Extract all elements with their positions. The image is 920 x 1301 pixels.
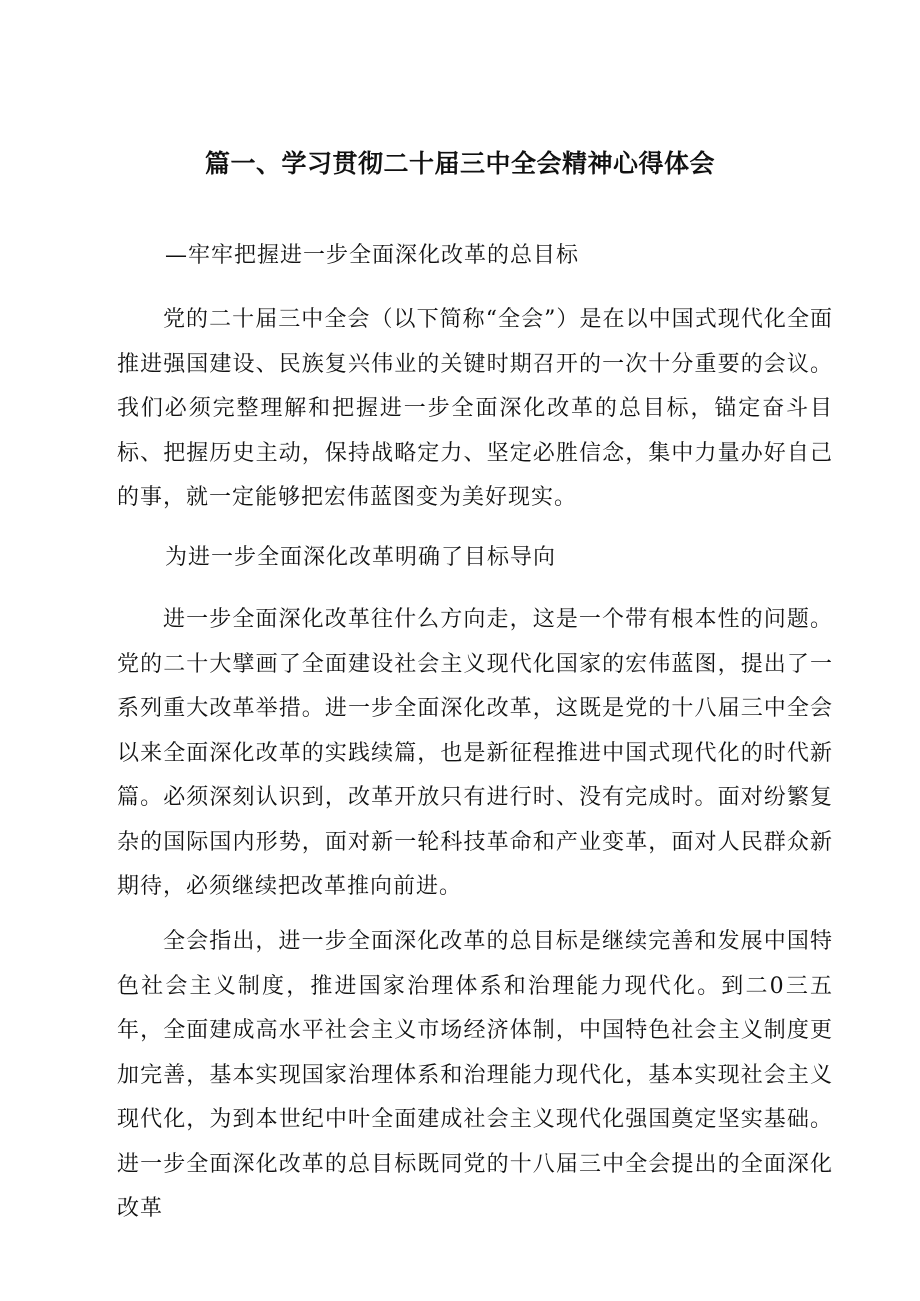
- section-heading: 为进一步全面深化改革明确了目标导向: [165, 545, 557, 570]
- paragraph-intro: 党的二十届三中全会（以下简称“全会”）是在以中国式现代化全面推进强国建设、民族复兴伟业的关键时期召开的一次十分重要的会议。我们必须完整理解和把握进一步全面深化改革的总目标，锚定奋斗目标、把握历史主动，保持战略定力、坚定必胜信念，集中力量办好自己的事，就一定能够把宏伟蓝图变为美好现实。: [117, 307, 833, 510]
- paragraph-goal: 全会指出，进一步全面深化改革的总目标是继续完善和发展中国特色社会主义制度，推进国家治理体系和治理能力现代化。到二0三五年，全面建成高水平社会主义市场经济体制，中国特色社会主义制度更加完善，基本实现国家治理体系和治理能力现代化，基本实现社会主义现代化，为到本世纪中叶全面建成社会主义现代化强国奠定坚实基础。进一步全面深化改革的总目标既同党的十八届三中全会提出的全面深化改革: [117, 929, 833, 1221]
- document-title: 篇一、学习贯彻二十届三中全会精神心得体会: [204, 149, 715, 178]
- document-subtitle: —牢牢把握进一步全面深化改革的总目标: [165, 243, 580, 268]
- paragraph-direction: 进一步全面深化改革往什么方向走，这是一个带有根本性的问题。党的二十大擘画了全面建设社会主义现代化国家的宏伟蓝图，提出了一系列重大改革举措。进一步全面深化改革，这既是党的十八届三中全会以来全面深化改革的实践续篇，也是新征程推进中国式现代化的时代新篇。必须深刻认识到，改革开放只有进行时、没有完成时。面对纷繁复杂的国际国内形势，面对新一轮科技革命和产业变革，面对人民群众新期待，必须继续把改革推向前进。: [117, 607, 833, 899]
